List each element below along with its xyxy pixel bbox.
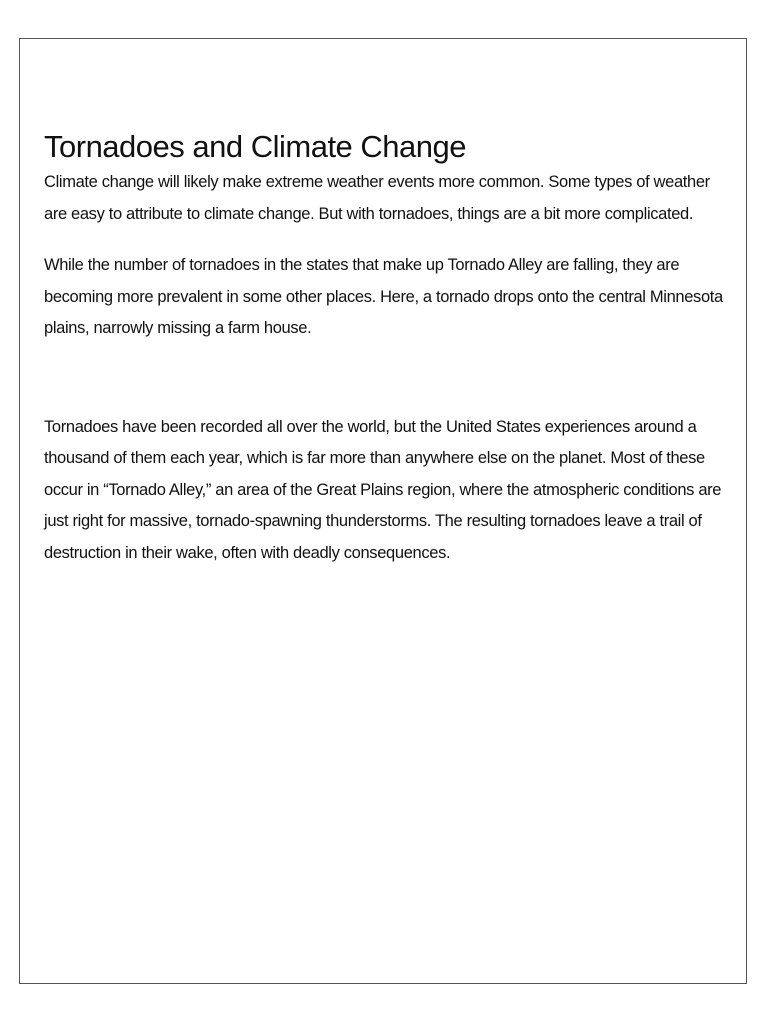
paragraph-intro: Climate change will likely make extreme weather events more common. Some types of weather are easy to attribute to climate change. But with tornadoes, things are a bit more complicated.: [44, 173, 710, 223]
paragraph-tornado-alley: While the number of tornadoes in the states that make up Tornado Alley are falling, they are becoming more prevalent in some other places. Here, a tornado drops onto the central Minnesota plains, narrowly missing a farm house.: [44, 256, 723, 337]
document-page: [19, 38, 747, 984]
article-body: [44, 127, 734, 569]
paragraph-us-tornadoes: Tornadoes have been recorded all over the world, but the United States experiences around a thousand of them each year, which is far more than anywhere else on the planet. Most of these occur in “Tornado Alley,” an area of the Great Plains region, where the atmospheric conditions are just right for massive, tornado-spawning thunderstorms. The resulting tornadoes leave a trail of destruction in their wake, often with deadly consequences.: [44, 417, 722, 562]
article-title: Tornadoes and Climate Change: [44, 129, 466, 164]
